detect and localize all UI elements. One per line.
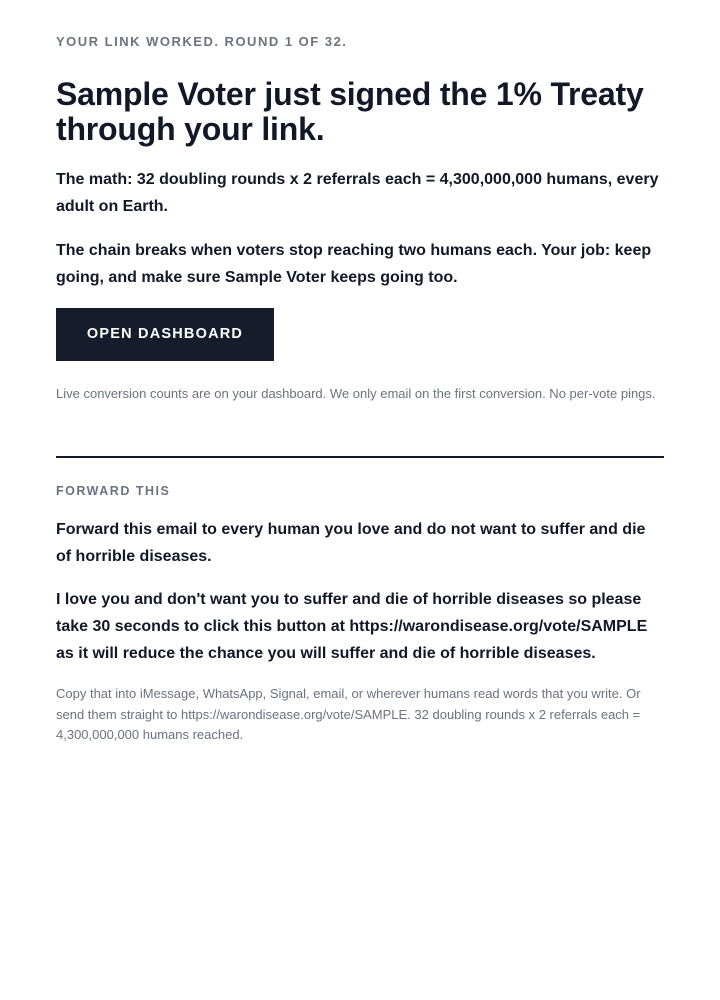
round-eyebrow: YOUR LINK WORKED. ROUND 1 OF 32. (56, 34, 348, 49)
forward-message: I love you and don't want you to suffer and die of horrible diseases so please take 30 seconds to click this button at https://warondisease.org/vote/SAMPLE as it will reduce the chance you will suffer and die of horrible diseases. (56, 591, 648, 662)
forward-section-label: FORWARD THIS (56, 484, 171, 498)
page-title: Sample Voter just signed the 1% Treaty through your link. (56, 76, 644, 147)
dashboard-note: Live conversion counts are on your dashboard. We only email on the first conversion. No per-vote pings. (56, 386, 656, 401)
forward-instruction: Forward this email to every human you love and do not want to suffer and die of horrible diseases. (56, 521, 646, 565)
math-paragraph: The math: 32 doubling rounds x 2 referrals each = 4,300,000,000 humans, every adult on Earth. (56, 171, 659, 215)
chain-paragraph: The chain breaks when voters stop reaching two humans each. Your job: keep going, and make sure Sample Voter keeps going too. (56, 242, 652, 286)
section-divider (56, 456, 664, 458)
forward-footnote: Copy that into iMessage, WhatsApp, Signal, email, or wherever humans read words that you write. Or send them straight to https://warondisease.org/vote/SAMPLE. 32 doubling rounds x 2 referrals each = 4,300,000,000 humans reached. (56, 686, 641, 742)
open-dashboard-button[interactable]: OPEN DASHBOARD (56, 308, 274, 361)
